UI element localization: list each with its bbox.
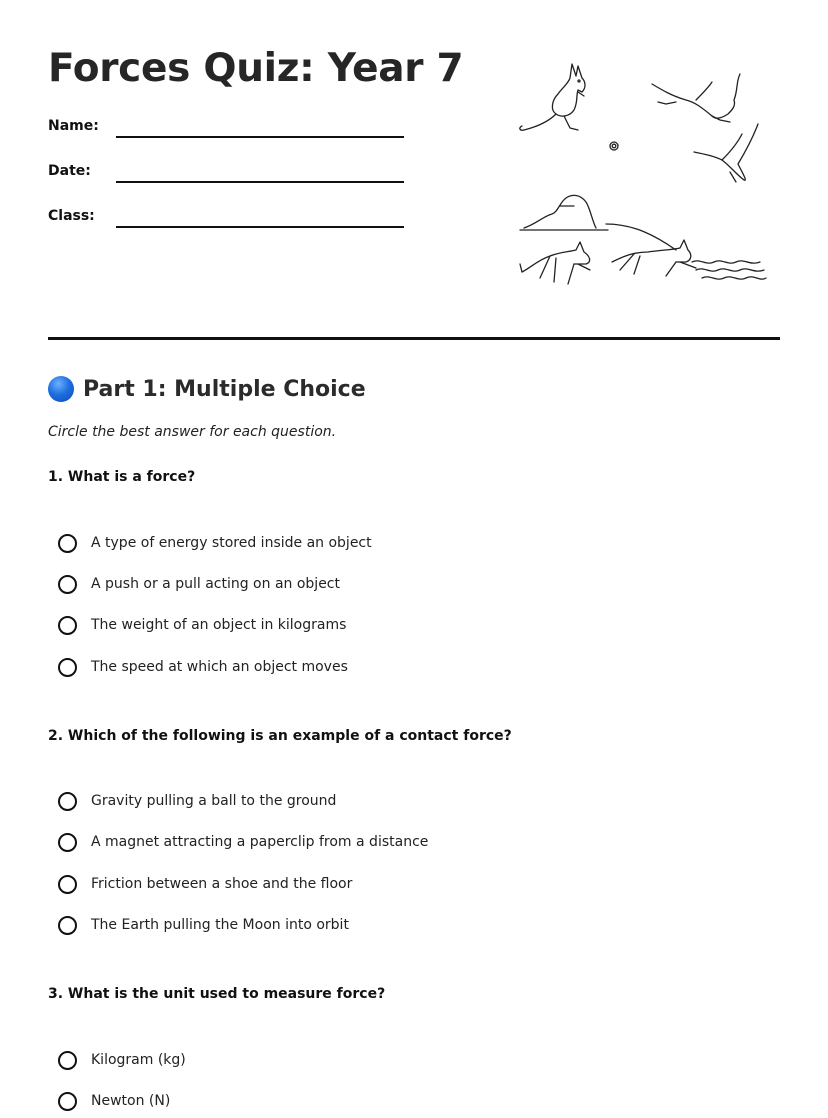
option-label: The weight of an object in kilograms bbox=[91, 617, 347, 633]
spiral-icon bbox=[610, 142, 618, 150]
class-label: Class: bbox=[48, 208, 95, 224]
answer-option[interactable] bbox=[58, 572, 340, 596]
option-label: The speed at which an object moves bbox=[91, 659, 348, 675]
date-label: Date: bbox=[48, 163, 91, 179]
radio-circle-icon[interactable] bbox=[58, 534, 77, 553]
part-1-title: Part 1: Multiple Choice bbox=[83, 376, 366, 402]
name-line[interactable] bbox=[116, 136, 404, 138]
answer-option[interactable] bbox=[58, 830, 428, 854]
instructions: Circle the best answer for each question. bbox=[48, 424, 337, 440]
option-label: A type of energy stored inside an object bbox=[91, 535, 372, 551]
question-1: 1. What is a force? bbox=[48, 469, 196, 485]
option-label: Friction between a shoe and the floor bbox=[91, 876, 353, 892]
option-label: Kilogram (kg) bbox=[91, 1052, 186, 1068]
radio-circle-icon[interactable] bbox=[58, 916, 77, 935]
option-label: Gravity pulling a ball to the ground bbox=[91, 793, 337, 809]
kangaroo-icon bbox=[520, 64, 585, 130]
radio-circle-icon[interactable] bbox=[58, 575, 77, 594]
option-label: Newton (N) bbox=[91, 1093, 171, 1109]
class-line[interactable] bbox=[116, 226, 404, 228]
name-label: Name: bbox=[48, 118, 99, 134]
question-2: 2. Which of the following is an example of a contact force? bbox=[48, 728, 512, 744]
radio-circle-icon[interactable] bbox=[58, 616, 77, 635]
option-label: The Earth pulling the Moon into orbit bbox=[91, 917, 349, 933]
option-label: A push or a pull acting on an object bbox=[91, 576, 340, 592]
answer-option[interactable] bbox=[58, 872, 352, 896]
question-3: 3. What is the unit used to measure force? bbox=[48, 986, 386, 1002]
radio-circle-icon[interactable] bbox=[58, 658, 77, 677]
blue-circle-icon bbox=[48, 376, 74, 402]
radio-circle-icon[interactable] bbox=[58, 1092, 77, 1111]
part-1-heading bbox=[48, 374, 366, 404]
answer-option[interactable] bbox=[58, 531, 372, 555]
radio-circle-icon[interactable] bbox=[58, 833, 77, 852]
water-icon bbox=[692, 261, 766, 279]
eagle-icon bbox=[652, 74, 740, 122]
section-divider bbox=[48, 337, 780, 340]
eagle-icon bbox=[694, 124, 758, 182]
option-label: A magnet attracting a paperclip from a distance bbox=[91, 834, 429, 850]
answer-option[interactable] bbox=[58, 913, 349, 937]
answer-option[interactable] bbox=[58, 1089, 170, 1113]
answer-option[interactable] bbox=[58, 655, 348, 679]
answer-option[interactable] bbox=[58, 789, 336, 813]
dingo-icon bbox=[612, 240, 696, 276]
radio-circle-icon[interactable] bbox=[58, 1051, 77, 1070]
answer-option[interactable] bbox=[58, 1048, 186, 1072]
outback-animals-illustration bbox=[516, 56, 768, 296]
page-title: Forces Quiz: Year 7 bbox=[48, 46, 464, 91]
dingo-icon bbox=[520, 242, 590, 284]
radio-circle-icon[interactable] bbox=[58, 875, 77, 894]
radio-circle-icon[interactable] bbox=[58, 792, 77, 811]
rock-icon bbox=[520, 195, 676, 250]
date-line[interactable] bbox=[116, 181, 404, 183]
answer-option[interactable] bbox=[58, 613, 346, 637]
